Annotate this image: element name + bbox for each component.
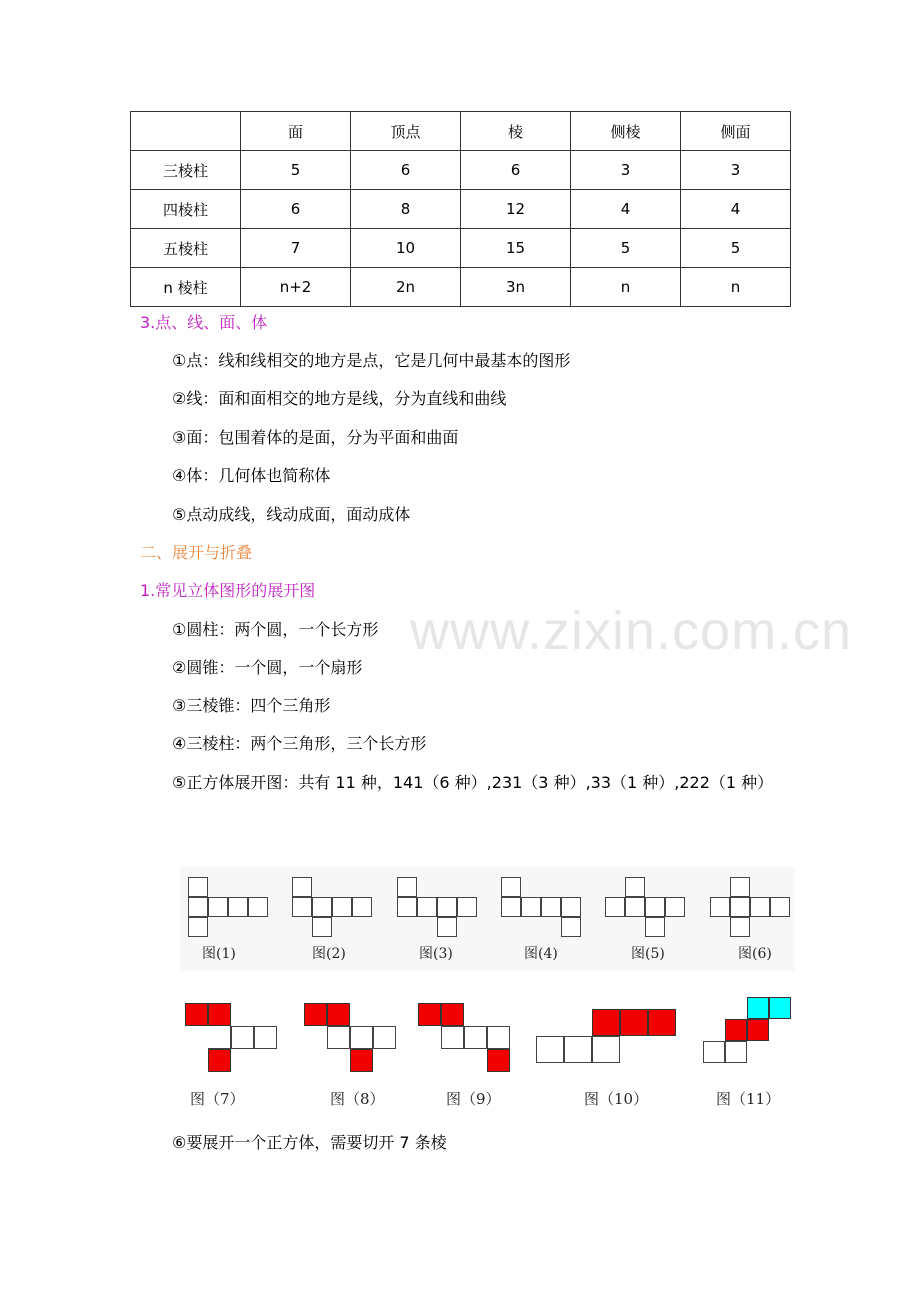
table-cell: 15 bbox=[461, 229, 571, 268]
list-item: ⑤正方体展开图：共有 11 种，141（6 种）,231（3 种）,33（1 种）,222（1 种） bbox=[172, 773, 774, 792]
table-cell: 5 bbox=[241, 151, 351, 190]
table-row bbox=[131, 151, 791, 190]
table-cell: 侧面 bbox=[681, 112, 791, 151]
list-item: ③面：包围着体的是面，分为平面和曲面 bbox=[172, 428, 459, 447]
table-row bbox=[131, 229, 791, 268]
table-header-row bbox=[131, 112, 791, 151]
table-cell: n bbox=[681, 268, 791, 307]
table-cell: 8 bbox=[351, 190, 461, 229]
table-cell: 3n bbox=[461, 268, 571, 307]
table-cell: 3 bbox=[681, 151, 791, 190]
table-cell: 6 bbox=[461, 151, 571, 190]
table-cell: n 棱柱 bbox=[131, 268, 241, 307]
table-cell: 侧棱 bbox=[571, 112, 681, 151]
table-cell: 顶点 bbox=[351, 112, 461, 151]
table-cell: 3 bbox=[571, 151, 681, 190]
table-cell bbox=[131, 112, 241, 151]
table-cell: 面 bbox=[241, 112, 351, 151]
table-cell: 12 bbox=[461, 190, 571, 229]
list-item: ②线：面和面相交的地方是线，分为直线和曲线 bbox=[172, 389, 507, 408]
list-item: ②圆锥：一个圆，一个扇形 bbox=[172, 658, 363, 677]
table-cell: 5 bbox=[571, 229, 681, 268]
table-cell: 5 bbox=[681, 229, 791, 268]
table-row bbox=[131, 268, 791, 307]
table-cell: 三棱柱 bbox=[131, 151, 241, 190]
figure-caption: 图（10） bbox=[584, 1090, 649, 1108]
figure-caption: 图（7） bbox=[190, 1090, 245, 1108]
table-cell: 棱 bbox=[461, 112, 571, 151]
watermark: www.zixin.com.cn bbox=[410, 601, 853, 661]
list-item: ①点：线和线相交的地方是点，它是几何中最基本的图形 bbox=[172, 351, 571, 370]
list-item: ⑥要展开一个正方体，需要切开 7 条棱 bbox=[172, 1133, 447, 1152]
figure-caption: 图(3) bbox=[419, 946, 453, 962]
table-cell: 四棱柱 bbox=[131, 190, 241, 229]
table-cell: 6 bbox=[351, 151, 461, 190]
list-item: ①圆柱：两个圆，一个长方形 bbox=[172, 620, 379, 639]
table-cell: 2n bbox=[351, 268, 461, 307]
list-item: ⑤点动成线，线动成面，面动成体 bbox=[172, 505, 411, 524]
table-cell: n+2 bbox=[241, 268, 351, 307]
section-heading: 3.点、线、面、体 bbox=[140, 313, 268, 332]
list-item: ④三棱柱：两个三角形，三个长方形 bbox=[172, 734, 427, 753]
figure-caption: 图(2) bbox=[312, 946, 346, 962]
table-cell: n bbox=[571, 268, 681, 307]
list-item: ③三棱锥：四个三角形 bbox=[172, 696, 331, 715]
figure-caption: 图(5) bbox=[631, 946, 665, 962]
figure-caption: 图（11） bbox=[716, 1090, 781, 1108]
table-cell: 6 bbox=[241, 190, 351, 229]
prism-table bbox=[130, 111, 791, 307]
cube-nets-strip bbox=[180, 867, 794, 971]
figure-caption: 图（8） bbox=[330, 1090, 385, 1108]
table-cell: 五棱柱 bbox=[131, 229, 241, 268]
table-cell: 7 bbox=[241, 229, 351, 268]
table-cell: 4 bbox=[681, 190, 791, 229]
figure-caption: 图（9） bbox=[446, 1090, 501, 1108]
figure-caption: 图(4) bbox=[524, 946, 558, 962]
part-heading: 二、展开与折叠 bbox=[140, 543, 253, 562]
table-cell: 10 bbox=[351, 229, 461, 268]
table-cell: 4 bbox=[571, 190, 681, 229]
figure-caption: 图(1) bbox=[202, 946, 236, 962]
figure-caption: 图(6) bbox=[738, 946, 772, 962]
section-heading: 1.常见立体图形的展开图 bbox=[140, 581, 316, 600]
list-item: ④体：几何体也简称体 bbox=[172, 466, 331, 485]
table-row bbox=[131, 190, 791, 229]
